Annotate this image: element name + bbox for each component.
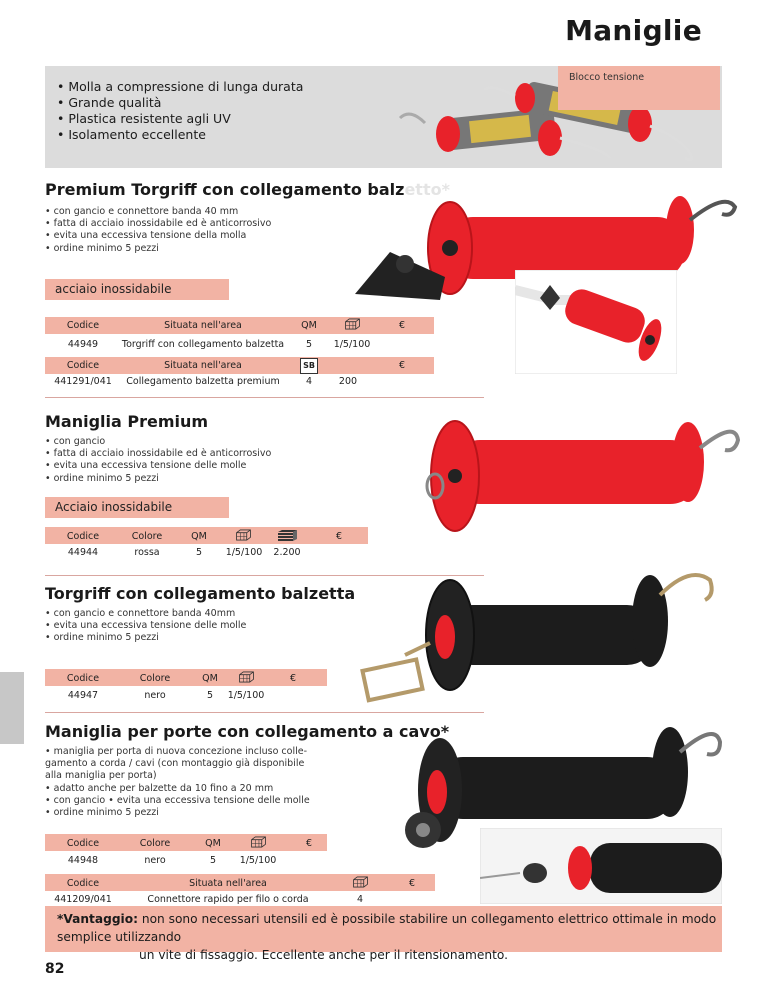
feature-item: • Grande qualità bbox=[57, 95, 162, 110]
table-cell: Collegamento balzetta premium bbox=[126, 376, 280, 387]
col-header: Situata nell'area bbox=[189, 878, 267, 889]
table-cell: nero bbox=[144, 855, 166, 866]
tag-label: Blocco tensione bbox=[569, 72, 645, 83]
table-cell: 1/5/100 bbox=[227, 690, 265, 701]
table-cell: 44948 bbox=[67, 855, 99, 866]
table-cell: 1/5/100 bbox=[333, 339, 371, 350]
col-header: € bbox=[289, 673, 297, 684]
pallet-icon bbox=[276, 529, 298, 542]
section-title-torgriff-balzetta: Torgriff con collegamento balzetta bbox=[45, 584, 356, 603]
feature-item: • Isolamento eccellente bbox=[57, 127, 206, 142]
section-divider bbox=[45, 397, 484, 398]
col-header: € bbox=[335, 531, 343, 542]
col-header: QM bbox=[191, 531, 207, 542]
box-icon bbox=[235, 529, 252, 541]
note-text: non sono necessari utensili ed è possibile stabilire un collegamento elettrico ottimale in modo semplice utilizzando bbox=[57, 912, 717, 944]
note-text-line2: un vite di fissaggio. Eccellente anche per il ritensionamento. bbox=[139, 948, 509, 962]
table-cell: Connettore rapido per filo o corda bbox=[147, 894, 309, 905]
table-cell: 5 bbox=[209, 855, 217, 866]
section-bullets: • maniglia per porta di nuova concezione incluso colle- gamento a corda / cavi (con montaggio già disponibile alla maniglia per porta) • adatto anche per balzette da 10 fino a 20 mm • con gancio • evita una eccessiva tensione delle molle • ordine minimo 5 pezzi bbox=[45, 746, 310, 819]
table-cell: 4 bbox=[305, 376, 313, 387]
table-cell: 5 bbox=[195, 547, 203, 558]
table-cell: rossa bbox=[134, 547, 160, 558]
col-header: € bbox=[305, 838, 313, 849]
sb-icon: SB bbox=[300, 358, 318, 374]
table-cell: 44947 bbox=[67, 690, 99, 701]
table-cell: 2.200 bbox=[273, 547, 301, 558]
table-cell: 4 bbox=[356, 894, 364, 905]
maniglia-premium-image bbox=[410, 410, 740, 540]
material-bar: acciaio inossidabile bbox=[45, 279, 229, 300]
page-number: 82 bbox=[45, 961, 65, 977]
side-tab bbox=[0, 672, 24, 744]
col-header: QM bbox=[202, 673, 218, 684]
col-header: QM bbox=[301, 320, 317, 331]
col-header: Colore bbox=[131, 531, 163, 542]
torgriff-balzetta-image bbox=[350, 555, 740, 715]
col-header: Colore bbox=[139, 673, 171, 684]
table-cell: 5 bbox=[206, 690, 214, 701]
section-title-premium-torgriff: Premium Torgriff con collegamento balzetto* bbox=[45, 180, 450, 199]
table-cell: 200 bbox=[338, 376, 358, 387]
col-header: Codice bbox=[66, 531, 100, 542]
table-cell: 44944 bbox=[67, 547, 99, 558]
table-cell: nero bbox=[144, 690, 166, 701]
section-bullets: • con gancio • fatta di acciaio inossidabile ed è anticorrosivo • evita una eccessiva tensione delle molle • ordine minimo 5 pezzi bbox=[45, 436, 272, 484]
balzetta-closeup-image bbox=[515, 270, 677, 374]
section-title-maniglia-premium: Maniglia Premium bbox=[45, 412, 209, 431]
col-header: QM bbox=[205, 838, 221, 849]
col-header: € bbox=[398, 320, 406, 331]
note-label: *Vantaggio: bbox=[57, 912, 138, 926]
table-cell: 441209/041 bbox=[54, 894, 112, 905]
box-icon bbox=[238, 671, 255, 683]
advantage-note bbox=[45, 906, 722, 962]
col-header: € bbox=[408, 878, 416, 889]
feature-list bbox=[57, 79, 303, 143]
feature-item: • Molla a compressione di lunga durata bbox=[57, 79, 304, 94]
col-header: Codice bbox=[66, 320, 100, 331]
col-header: Colore bbox=[139, 838, 171, 849]
page-title: Maniglie bbox=[565, 14, 702, 47]
box-icon bbox=[250, 836, 267, 848]
box-icon bbox=[344, 318, 361, 330]
table-cell: 5 bbox=[305, 339, 313, 350]
table-cell: 1/5/100 bbox=[239, 855, 277, 866]
box-icon bbox=[352, 876, 369, 888]
col-header: Situata nell'area bbox=[164, 360, 242, 371]
material-bar: Acciaio inossidabile bbox=[45, 497, 229, 518]
table-cell: 1/5/100 bbox=[225, 547, 263, 558]
section-title-maniglia-porte: Maniglia per porte con collegamento a cavo* bbox=[45, 722, 450, 741]
section-bullets: • con gancio e connettore banda 40 mm • fatta di acciaio inossidabile ed è anticorrosivo • evita una eccessiva tensione della molla • ordine minimo 5 pezzi bbox=[45, 206, 272, 254]
table-cell: Torgriff con collegamento balzetta bbox=[121, 339, 285, 350]
section-bullets: • con gancio e connettore banda 40mm • evita una eccessiva tensione delle molle • ordine minimo 5 pezzi bbox=[45, 608, 247, 644]
col-header: Codice bbox=[66, 360, 100, 371]
table-cell: 441291/041 bbox=[54, 376, 112, 387]
col-header: Situata nell'area bbox=[164, 320, 242, 331]
tension-block-tag bbox=[558, 66, 720, 110]
col-header: Codice bbox=[66, 878, 100, 889]
table-cell: 44949 bbox=[67, 339, 99, 350]
connettore-closeup-image bbox=[480, 828, 722, 904]
col-header: Codice bbox=[66, 838, 100, 849]
col-header: Codice bbox=[66, 673, 100, 684]
feature-item: • Plastica resistente agli UV bbox=[57, 111, 231, 126]
col-header: € bbox=[398, 360, 406, 371]
